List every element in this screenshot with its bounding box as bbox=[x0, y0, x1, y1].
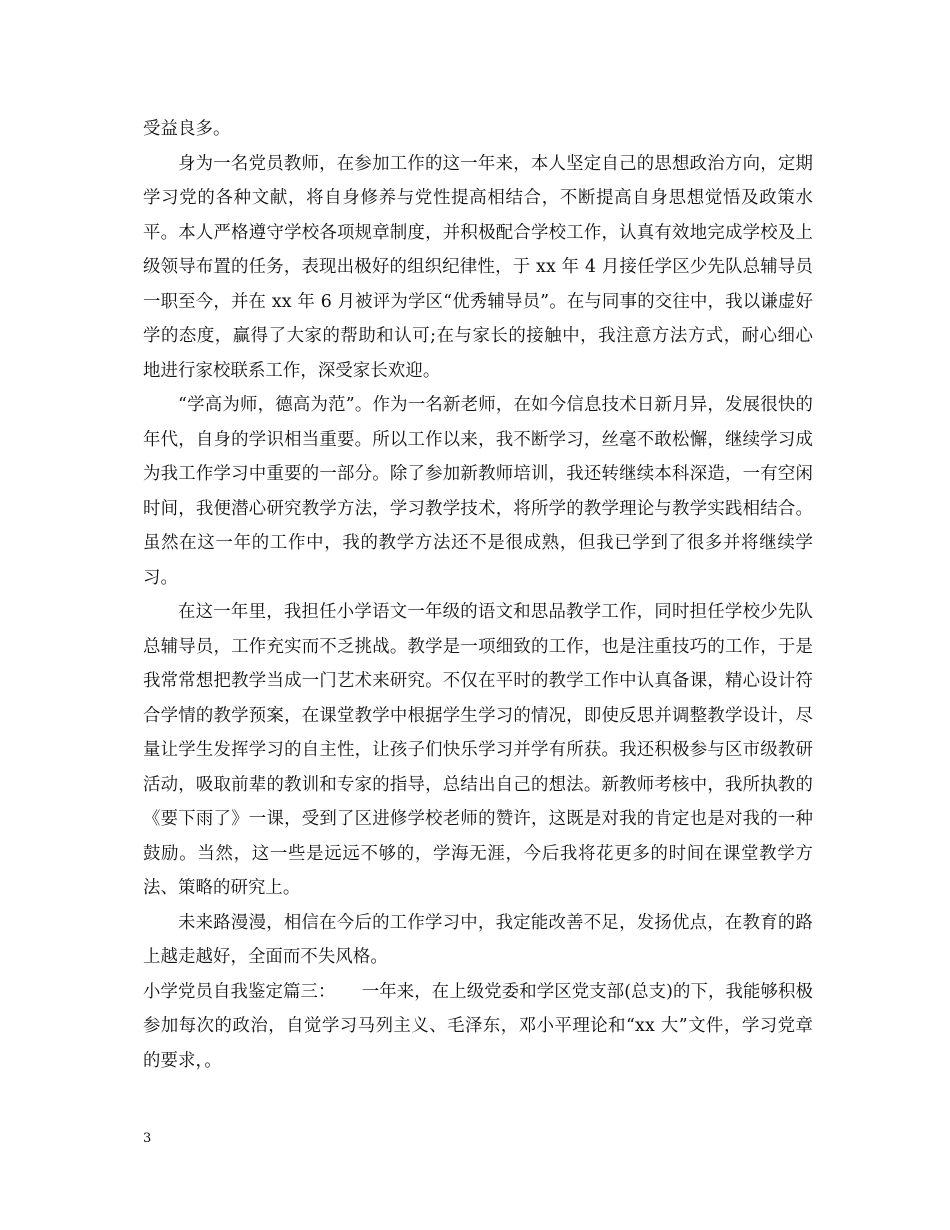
paragraph-3: “学高为师，德高为范”。作为一名新老师，在如今信息技术日新月异，发展很快的年代，自身的学识相当重要。所以工作以来，我不断学习，丝毫不敢松懈，继续学习成为我工作学习中重要的一部分。除了参加新教师培训，我还转继续本科深造，一有空闲时间，我便潜心研究教学方法，学习教学技术，将所学的教学理论与教学实践相结合。虽然在这一年的工作中，我的教学方法还不是很成熟，但我已学到了很多并将继续学习。 bbox=[143, 395, 813, 588]
paragraph-5: 未来路漫漫，相信在今后的工作学习中，我定能改善不足，发扬优点，在教育的路上越走越好，全面而不失风格。 bbox=[143, 912, 813, 967]
paragraph-1: 受益良多。 bbox=[143, 119, 231, 139]
paragraph-4: 在这一年里，我担任小学语文一年级的语文和思品教学工作，同时担任学校少先队总辅导员，工作充实而不乏挑战。教学是一项细致的工作，也是注重技巧的工作，于是我常常想把教学当成一门艺术来研究。不仅在平时的教学工作中认真备课，精心设计符合学情的教学预案，在课堂教学中根据学生学习的情况，即使反思并调整教学设计，尽量让学生发挥学习的自主性，让孩子们快乐学习并学有所获。我还积极参与区市级教研活动，吸取前辈的教训和专家的指导，总结出自己的想法。新教师考核中，我所执教的《要下雨了》一课，受到了区进修学校老师的赞许，这既是对我的肯定也是对我的一种鼓励。当然，这一些是远远不够的，学海无涯，今后我将花更多的时间在课堂教学方法、策略的研究上。 bbox=[143, 602, 813, 898]
paragraph-6: 小学党员自我鉴定篇三： 一年来，在上级党委和学区党支部(总支)的下，我能够积极参加每次的政治，自觉学习马列主义、毛泽东，邓小平理论和“xx 大”文件，学习党章的要求，。 bbox=[143, 981, 813, 1071]
page-number: 3 bbox=[143, 1131, 152, 1146]
paragraph-2: 身为一名党员教师，在参加工作的这一年来，本人坚定自己的思想政治方向，定期学习党的各种文献，将自身修养与党性提高相结合，不断提高自身思想觉悟及政策水平。本人严格遵守学校各项规章制度，并积极配合学校工作，认真有效地完成学校及上级领导布置的任务，表现出极好的组织纪律性，于 xx 年 4 月接任学区少先队总辅导员一职至今，并在 xx 年 6 月被评为学区“优秀辅导员”。在与同事的交往中，我以谦虚好学的态度，赢得了大家的帮助和认可;在与家长的接触中，我注意方法方式，耐心细心地进行家校联系工作，深受家长欢迎。 bbox=[143, 153, 813, 381]
document-body bbox=[143, 112, 813, 1078]
